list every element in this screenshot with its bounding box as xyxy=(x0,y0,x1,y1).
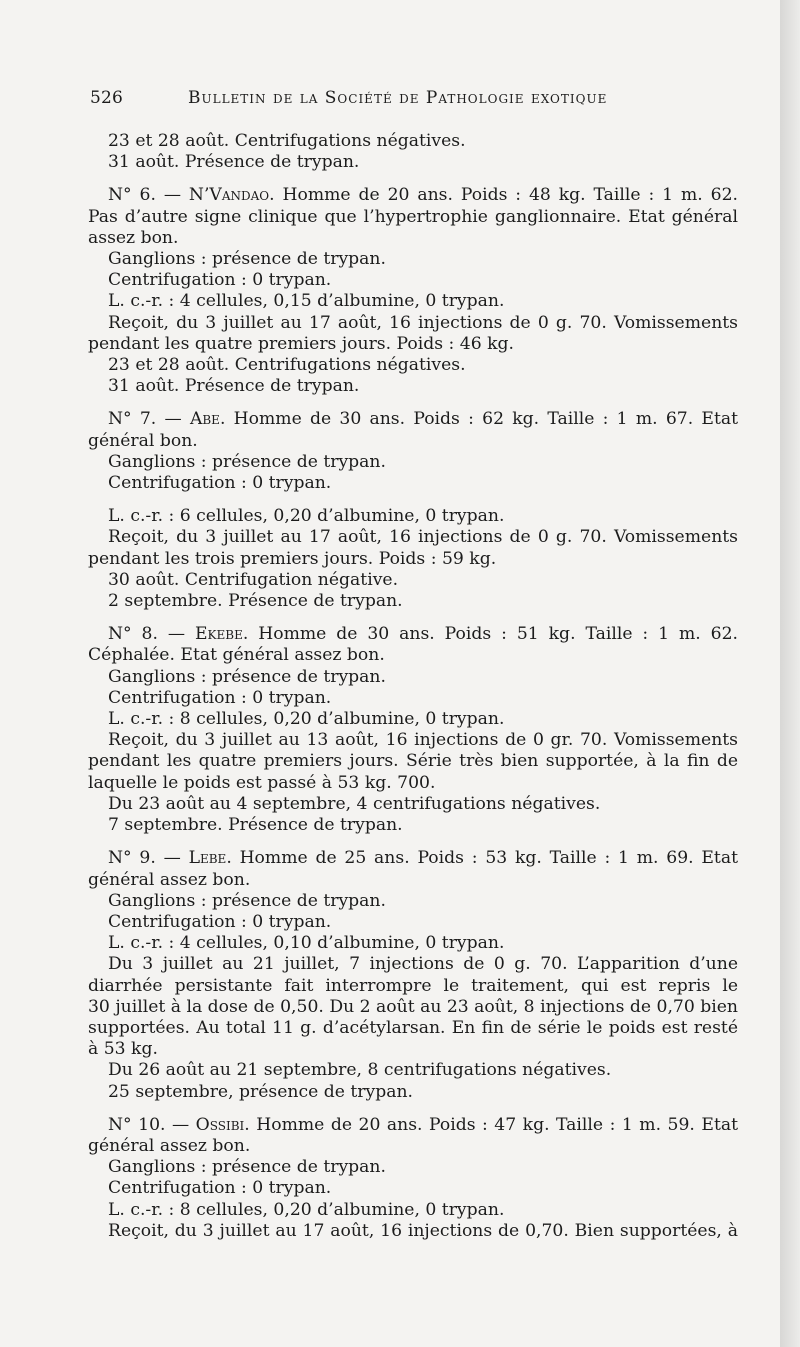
text-line: Reçoit, du 3 juillet au 13 août, 16 injections de 0 gr. 70. Vomissements xyxy=(108,730,738,751)
text-line: Ganglions : présence de trypan. xyxy=(108,1157,386,1178)
text-line: 31 août. Présence de trypan. xyxy=(108,376,360,397)
text-line: 30 août. Centrifugation négative. xyxy=(108,569,399,590)
patient-name: Ossibi xyxy=(195,1114,245,1135)
text-line: 30 juillet à la dose de 0,50. Du 2 août au 23 août, 8 injections de 0,70 bien xyxy=(88,996,738,1017)
case-number: N° 9. — xyxy=(108,848,189,869)
text-line: Centrifugation : 0 trypan. xyxy=(108,687,332,708)
text-line: 23 et 28 août. Centrifugations négatives. xyxy=(108,131,466,151)
text-line: Du 26 août au 21 septembre, 8 centrifugations négatives. xyxy=(108,1060,612,1081)
text-line: Centrifugation : 0 trypan. xyxy=(108,911,332,932)
text-line: Pas d’autre signe clinique que l’hypertrophie ganglionnaire. Etat général xyxy=(88,206,738,227)
text-line: général assez bon. xyxy=(88,1135,251,1156)
text-line: Reçoit, du 3 juillet au 17 août, 16 injections de 0 g. 70. Vomissements xyxy=(108,312,738,333)
text-line: L. c.-r. : 8 cellules, 0,20 d’albumine, 0 trypan. xyxy=(108,709,505,730)
case-number: N° 10. — xyxy=(108,1114,196,1135)
case-heading-10: N° 10. — Ossibi. Homme de 20 ans. Poids : 47 kg. Taille : 1 m. 59. Etat xyxy=(108,1114,739,1135)
case-number: N° 6. — xyxy=(108,185,189,206)
text-line: Centrifugation : 0 trypan. xyxy=(108,1178,332,1199)
journal-title: Bulletin de la Société de Pathologie exotique xyxy=(188,88,608,108)
text-line: Reçoit, du 3 juillet au 17 août, 16 injections de 0 g. 70. Vomissements xyxy=(108,527,738,548)
text-line: Ganglions : présence de trypan. xyxy=(108,249,386,270)
text-line: L. c.-r. : 4 cellules, 0,10 d’albumine, 0 trypan. xyxy=(108,933,505,954)
text-line: Céphalée. Etat général assez bon. xyxy=(88,645,385,666)
page-edge-shadow xyxy=(780,0,800,1347)
patient-name: Ekebe xyxy=(195,624,243,645)
text-line: 25 septembre, présence de trypan. xyxy=(108,1081,413,1102)
text-line: général bon. xyxy=(88,430,198,451)
text-line: laquelle le poids est passé à 53 kg. 700. xyxy=(88,772,436,793)
text-line: 7 septembre. Présence de trypan. xyxy=(108,815,403,836)
page-body xyxy=(88,131,738,1242)
patient-name: Abe xyxy=(189,409,220,430)
case-heading-9: N° 9. — Lebe. Homme de 25 ans. Poids : 53 kg. Taille : 1 m. 69. Etat xyxy=(108,848,738,869)
patient-name: N’Vandao xyxy=(188,185,270,206)
text-line: pendant les trois premiers jours. Poids : 59 kg. xyxy=(88,548,497,569)
text-line: Du 3 juillet au 21 juillet, 7 injections de 0 g. 70. L’apparition d’une xyxy=(108,954,738,975)
text-line: 23 et 28 août. Centrifugations négatives. xyxy=(108,355,466,376)
text-line: Centrifugation : 0 trypan. xyxy=(108,270,332,291)
text-line: Centrifugation : 0 trypan. xyxy=(108,473,332,494)
text-line: Ganglions : présence de trypan. xyxy=(108,666,386,687)
text-line: pendant les quatre premiers jours. Série très bien supportée, à la fin de xyxy=(88,751,738,772)
text-line: 31 août. Présence de trypan. xyxy=(108,152,360,173)
text-line: 2 septembre. Présence de trypan. xyxy=(108,591,403,612)
text-line: L. c.-r. : 4 cellules, 0,15 d’albumine, 0 trypan. xyxy=(108,291,505,312)
case-heading-6: N° 6. — N’Vandao. Homme de 20 ans. Poids : 48 kg. Taille : 1 m. 62. xyxy=(108,185,738,206)
text-line: Ganglions : présence de trypan. xyxy=(108,451,386,472)
case-number: N° 7. — xyxy=(108,409,190,430)
running-head xyxy=(90,88,745,108)
text-line: diarrhée persistante fait interrompre le traitement, qui est repris le xyxy=(88,975,738,996)
text-line: L. c.-r. : 8 cellules, 0,20 d’albumine, 0 trypan. xyxy=(108,1199,505,1220)
patient-name: Lebe xyxy=(188,848,227,869)
text-line: L. c.-r. : 6 cellules, 0,20 d’albumine, 0 trypan. xyxy=(108,506,505,527)
text-line: Ganglions : présence de trypan. xyxy=(108,890,386,911)
case-heading-7: N° 7. — Abe. Homme de 30 ans. Poids : 62 kg. Taille : 1 m. 67. Etat xyxy=(108,409,739,430)
page-number: 526 xyxy=(90,88,124,108)
text-line: Reçoit, du 3 juillet au 17 août, 16 injections de 0,70. Bien supportées, à xyxy=(108,1220,738,1241)
text-line: Du 23 août au 4 septembre, 4 centrifugations négatives. xyxy=(108,793,601,814)
text-line: pendant les quatre premiers jours. Poids : 46 kg. xyxy=(88,333,514,354)
text-line: supportées. Au total 11 g. d’acétylarsan. En fin de série le poids est resté xyxy=(88,1017,738,1038)
case-heading-8: N° 8. — Ekebe. Homme de 30 ans. Poids : 51 kg. Taille : 1 m. 62. xyxy=(108,624,738,645)
text-line: général assez bon. xyxy=(88,869,251,890)
text-line: à 53 kg. xyxy=(88,1039,158,1060)
case-number: N° 8. — xyxy=(108,624,195,645)
text-line: assez bon. xyxy=(88,227,179,248)
